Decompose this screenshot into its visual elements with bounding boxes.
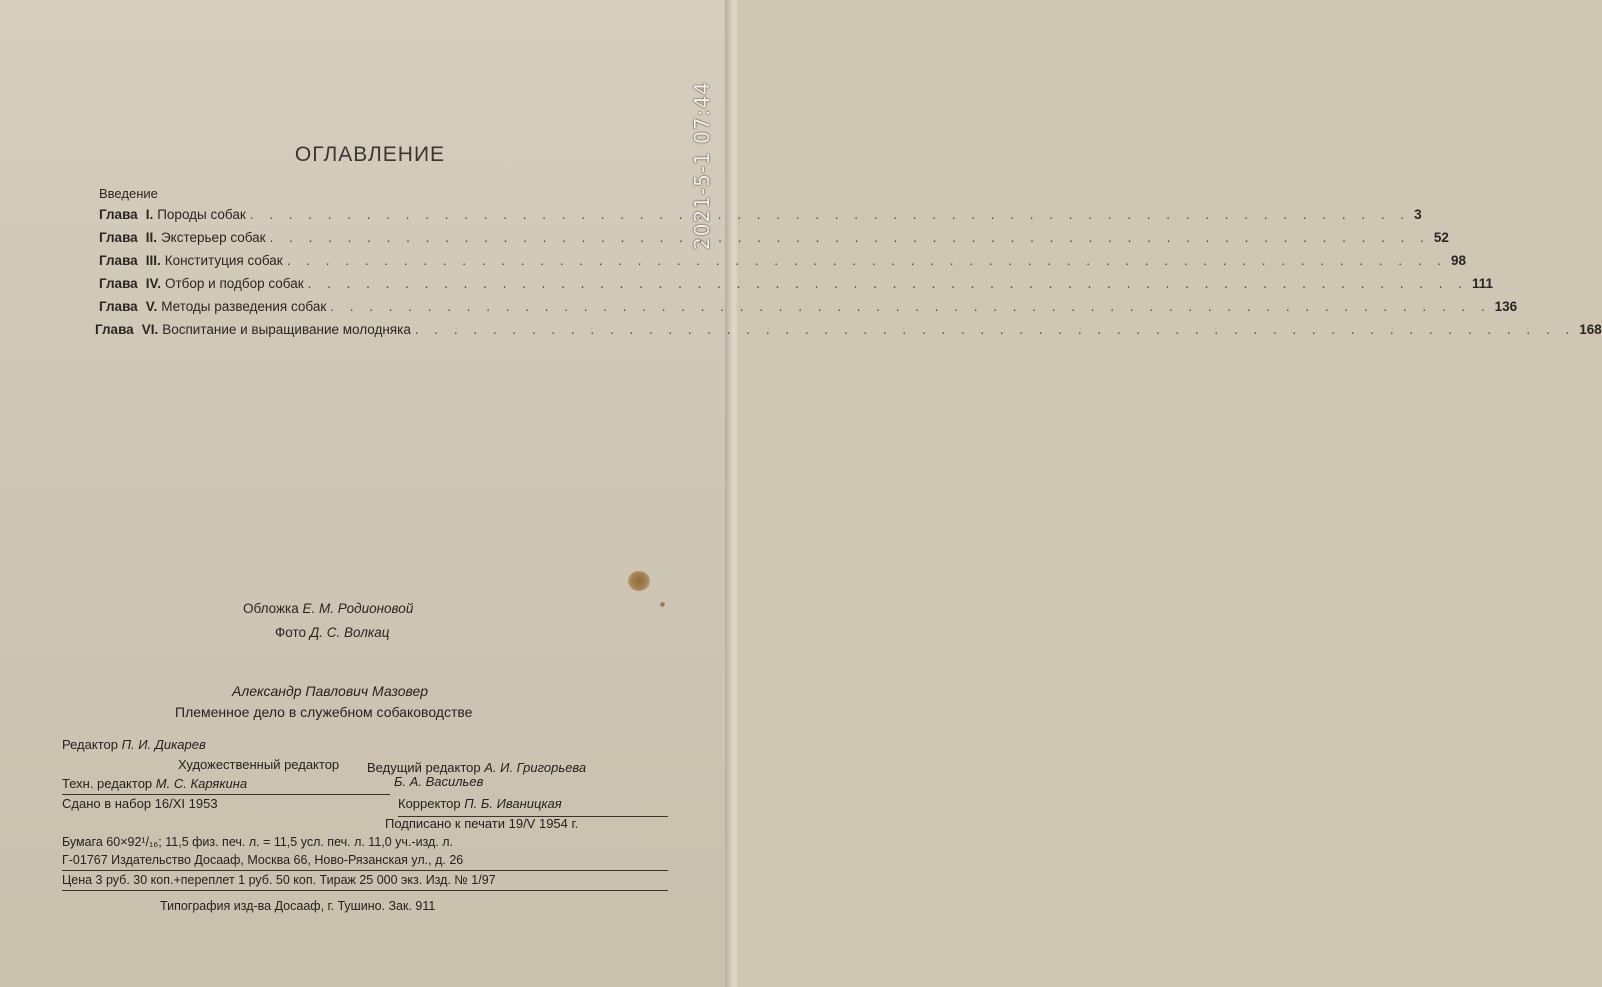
toc-chapter-label: Глава <box>99 299 138 314</box>
author-name: Александр Павлович Мазовер <box>232 683 429 699</box>
price-and-run: Цена 3 руб. 30 коп.+переплет 1 руб. 50 коп. Тираж 25 000 экз. Изд. № 1/97 <box>62 873 496 887</box>
editor-label: Редактор <box>62 737 118 752</box>
toc-chapter-title: Экстерьер собак <box>160 230 266 245</box>
toc-row <box>99 207 1422 222</box>
toc-page-number: 136 <box>1494 299 1518 314</box>
photo-credit-label: Фото <box>275 625 307 640</box>
editor-line <box>62 737 206 752</box>
proofreader-name: П. Б. Иваницкая <box>464 796 562 811</box>
cover-credit <box>243 601 413 616</box>
paper-stain-small <box>660 602 665 607</box>
toc-chapter-label: Глава <box>95 322 134 337</box>
typeset-date: Сдано в набор 16/XI 1953 <box>62 796 218 811</box>
toc-chapter-label: Глава <box>99 207 138 222</box>
tech-editor-line <box>62 776 247 791</box>
toc-chapter-label: Глава <box>99 253 138 268</box>
toc-row <box>99 299 1518 314</box>
publisher-address: Г-01767 Издательство Досааф, Москва 66, Ново-Рязанская ул., д. 26 <box>62 853 464 867</box>
art-editor-name: Б. А. Васильев <box>394 774 484 789</box>
rule-upper <box>62 794 390 795</box>
toc-chapter-number: VI. <box>141 322 159 337</box>
cover-credit-name: Е. М. Родионовой <box>302 601 414 616</box>
toc-row <box>99 253 1467 268</box>
toc-chapter-label: Глава <box>99 230 138 245</box>
toc-chapter-number: III. <box>145 253 161 268</box>
toc-leader-dots: . . . . . . . . . . . . . . . . . . . . . . . . . . . . . . . . . . . . . . . . . . . . . . . . . . . . . . . . . . . . <box>286 253 1448 268</box>
photo-credit <box>275 625 389 640</box>
proofreader-label: Корректор <box>398 796 461 811</box>
rule-price <box>62 870 668 871</box>
rule-lower <box>62 890 668 891</box>
toc-leader-dots: . . . . . . . . . . . . . . . . . . . . . . . . . . . . . . . . . . . . . . . . . . . . . . . . . . . . . . . . . . . . <box>269 230 1430 245</box>
lead-editor-line <box>367 760 586 775</box>
toc-chapter-number: II. <box>145 230 157 245</box>
book-title: Племенное дело в служебном собаководстве <box>175 704 473 720</box>
paper-stain <box>628 571 650 591</box>
toc-page-number: 111 <box>1471 276 1493 291</box>
toc-page-number: 168 <box>1579 322 1602 337</box>
art-editor-label: Художественный редактор <box>178 757 340 772</box>
toc-chapter-title: Отбор и подбор собак <box>164 276 304 291</box>
toc-chapter-number: V. <box>145 299 158 314</box>
photo-credit-name: Д. С. Волкац <box>309 625 390 640</box>
proofreader-line <box>398 796 562 811</box>
toc-page-number: 52 <box>1433 230 1449 245</box>
toc-leader-dots: . . . . . . . . . . . . . . . . . . . . . . . . . . . . . . . . . . . . . . . . . . . . . . . . . . . . . . . . . . . . <box>414 322 1576 337</box>
toc-page-number: 98 <box>1451 253 1467 268</box>
lead-editor-name: А. И. Григорьева <box>484 760 587 775</box>
camera-timestamp: 2021-5-1 07:44 <box>690 81 714 250</box>
toc-chapter-title: Методы разведения собак <box>161 299 327 314</box>
toc-row <box>99 276 1493 291</box>
print-signed: Подписано к печати 19/V 1954 г. <box>385 816 579 831</box>
editor-name: П. И. Дикарев <box>121 737 206 752</box>
cover-credit-label: Обложка <box>243 601 299 616</box>
toc-chapter-title: Воспитание и выращивание молодняка <box>162 322 411 337</box>
toc-chapter-number: IV. <box>145 276 161 291</box>
lead-editor-label: Ведущий редактор <box>367 760 481 775</box>
toc-intro: Введение <box>99 186 158 201</box>
tech-editor-name: М. С. Карякина <box>155 776 248 791</box>
printer-line: Типография изд-ва Досааф, г. Тушино. Зак. 911 <box>160 899 436 913</box>
toc-chapter-title: Породы собак <box>157 207 246 222</box>
toc-leader-dots: . . . . . . . . . . . . . . . . . . . . . . . . . . . . . . . . . . . . . . . . . . . . . . . . . . . . . . . . . . . . <box>330 299 1491 314</box>
toc-chapter-number: I. <box>145 207 154 222</box>
toc-heading: ОГЛАВЛЕНИЕ <box>294 143 446 166</box>
toc-chapter-title: Конституция собак <box>164 253 283 268</box>
toc-chapter-label: Глава <box>99 276 138 291</box>
toc-page-number: 3 <box>1414 207 1422 222</box>
toc-leader-dots: . . . . . . . . . . . . . . . . . . . . . . . . . . . . . . . . . . . . . . . . . . . . . . . . . . . . . . . . . . . . <box>249 207 1411 222</box>
tech-editor-label: Техн. редактор <box>62 776 153 791</box>
toc-leader-dots: . . . . . . . . . . . . . . . . . . . . . . . . . . . . . . . . . . . . . . . . . . . . . . . . . . . . . . . . . . . . <box>307 276 1468 291</box>
paper-format: Бумага 60×92¹/₁₆; 11,5 физ. печ. л. = 11,5 усл. печ. л. 11,0 уч.-изд. л. <box>62 835 454 849</box>
toc-row <box>95 322 1602 337</box>
toc-row <box>99 230 1449 245</box>
